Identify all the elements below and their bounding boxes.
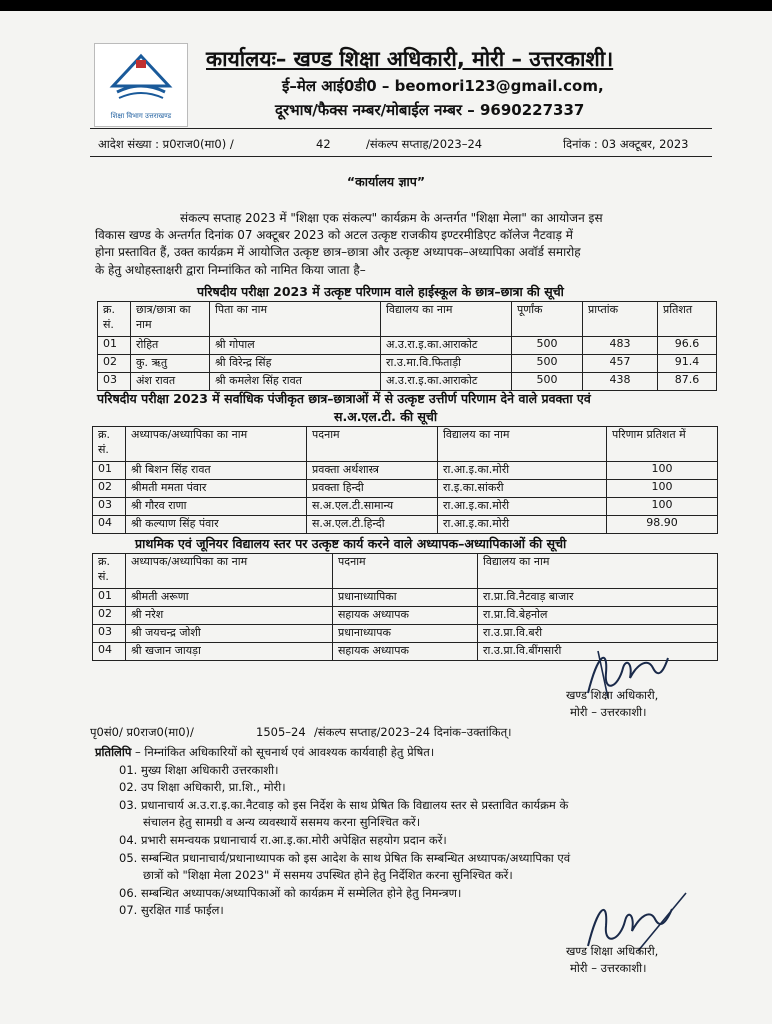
cell: 500 xyxy=(512,337,583,355)
cell: अ.उ.रा.इ.का.आराकोट xyxy=(381,373,512,391)
table-row xyxy=(98,337,717,355)
header-divider xyxy=(90,128,712,129)
signature2-line1: खण्ड शिक्षा अधिकारी, xyxy=(566,944,659,958)
cell: श्रीमती ममता पंवार xyxy=(126,480,307,498)
cell: अ.उ.रा.इ.का.आराकोट xyxy=(381,337,512,355)
table1-heading: परिषदीय परीक्षा 2023 में उत्कृष्ट परिणाम वाले हाईस्कूल के छात्र–छात्रा की सूची xyxy=(197,284,564,299)
cell: रा.प्रा.वि.नैटवाड़ बाजार xyxy=(478,589,718,607)
copy-ref-number: 1505–24 xyxy=(256,725,306,739)
copy-intro: – निम्नांकित अधिकारियों को सूचनार्थ एवं आवश्यक कार्यवाही हेतु प्रेषित। xyxy=(135,745,435,759)
cell: श्री गौरव राणा xyxy=(126,498,307,516)
col-header: अध्यापक/अध्यापिका का नाम xyxy=(126,554,333,589)
cell: 500 xyxy=(512,373,583,391)
logo-caption: शिक्षा विभाग उत्तराखण्ड xyxy=(110,112,172,120)
table3-heading: प्राथमिक एवं जूनियर विद्यालय स्तर पर उत्कृष्ट कार्य करने वाले अध्यापक–अध्यापिकाओं की सूची xyxy=(135,536,567,551)
cell: 01 xyxy=(93,462,126,480)
cell: 01 xyxy=(93,589,126,607)
memo-body xyxy=(95,210,713,279)
col-header: प्राप्तांक xyxy=(583,302,658,337)
cell: श्री जयचन्द्र जोशी xyxy=(126,625,333,643)
list-item: छात्रों को "शिक्षा मेला 2023" में ससमय उपस्थित होने हेतु निर्देशित करना सुनिश्चित करें। xyxy=(143,868,513,883)
cell: 457 xyxy=(583,355,658,373)
cell: प्रवक्ता हिन्दी xyxy=(307,480,438,498)
cell: रा.इ.का.सांकरी xyxy=(438,480,607,498)
cell: श्री गोपाल xyxy=(210,337,381,355)
signature2-line2: मोरी – उत्तरकाशी। xyxy=(570,961,647,975)
col-header: विद्यालय का नाम xyxy=(478,554,718,589)
cell: 03 xyxy=(93,498,126,516)
signature1-title xyxy=(566,687,658,721)
list-item: 05. सम्बन्धित प्रधानाचार्य/प्रधानाध्यापक को इस आदेश के साथ प्रेषित कि सम्बन्धित अध्यापक/अध्यापिका एवं xyxy=(119,850,571,865)
table-row xyxy=(98,373,717,391)
col-header: क्र. सं. xyxy=(93,427,126,462)
cell: 04 xyxy=(93,643,126,661)
cell: रा.प्रा.वि.बेहनोल xyxy=(478,607,718,625)
cell: 98.90 xyxy=(607,516,718,534)
cell: प्रवक्ता अर्थशास्त्र xyxy=(307,462,438,480)
col-header: पदनाम xyxy=(307,427,438,462)
list-item: संचालन हेतु सामग्री व अन्य व्यवस्थायें ससमय करना सुनिश्चित करें। xyxy=(143,815,421,830)
cell: 438 xyxy=(583,373,658,391)
cell: श्री नरेश xyxy=(126,607,333,625)
cell: सहायक अध्यापक xyxy=(333,643,478,661)
list-item: 07. सुरक्षित गार्ड फाईल। xyxy=(119,903,224,918)
office-phone: दूरभाष/फैक्स नम्बर/मोबाईल नम्बर – 9690227337 xyxy=(275,101,585,119)
document-page xyxy=(0,11,772,1024)
order-number-label: आदेश संख्या : प्र0राज0(मा0) / xyxy=(98,137,234,151)
cell: श्री बिशन सिंह रावत xyxy=(126,462,307,480)
signature2-title xyxy=(566,943,658,977)
cell: श्री खजान जायड़ा xyxy=(126,643,333,661)
table-header-row xyxy=(93,554,718,589)
table-header-row xyxy=(93,427,718,462)
cell: 100 xyxy=(607,462,718,480)
cell: श्रीमती अरूणा xyxy=(126,589,333,607)
cell: 02 xyxy=(98,355,131,373)
cell: सहायक अध्यापक xyxy=(333,607,478,625)
cell: 87.6 xyxy=(658,373,717,391)
cell: 01 xyxy=(98,337,131,355)
cell: स.अ.एल.टी.सामान्य xyxy=(307,498,438,516)
cell: 03 xyxy=(93,625,126,643)
table2-heading: परिषदीय परीक्षा 2023 में सर्वाधिक पंजीकृत छात्र–छात्राओं में से उत्कृष्ट उत्तीर्ण परिणाम देने वाले प्रवक्ता एवं xyxy=(97,391,591,406)
table-row xyxy=(93,625,718,643)
body-line: के हेतु अधोहस्ताक्षरी द्वारा निम्नांकित को नामित किया जाता है– xyxy=(95,262,366,277)
cell: 02 xyxy=(93,480,126,498)
list-item: 06. सम्बन्धित अध्यापक/अध्यापिकाओं को कार्यक्रम में सम्मेलित होने हेतु निमन्त्रण। xyxy=(119,885,462,900)
cell: अंश रावत xyxy=(131,373,210,391)
cell: रा.आ.इ.का.मोरी xyxy=(438,462,607,480)
table-header-row xyxy=(98,302,717,337)
signature1-line1: खण्ड शिक्षा अधिकारी, xyxy=(566,688,659,702)
cell: श्री कमलेश सिंह रावत xyxy=(210,373,381,391)
cell: 100 xyxy=(607,480,718,498)
col-header: पिता का नाम xyxy=(210,302,381,337)
list-item: 03. प्रधानाचार्य अ.उ.रा.इ.का.नैटवाड़ को इस निर्देश के साथ प्रेषित कि विद्यालय स्तर से प्रस्तावित कार्यक्रम के xyxy=(119,797,569,812)
col-header: छात्र/छात्रा का नाम xyxy=(131,302,210,337)
cell: 02 xyxy=(93,607,126,625)
cell: प्रधानाध्यापक xyxy=(333,625,478,643)
col-header: विद्यालय का नाम xyxy=(438,427,607,462)
table-row xyxy=(93,480,718,498)
cell: रा.उ.प्रा.वि.बींगसारी xyxy=(478,643,718,661)
cell: श्री विरेन्द्र सिंह xyxy=(210,355,381,373)
copy-ref-rest: /संकल्प सप्ताह/2023–24 दिनांक–उक्तांकित्। xyxy=(314,725,512,739)
table-row xyxy=(93,498,718,516)
col-header: विद्यालय का नाम xyxy=(381,302,512,337)
cell: 483 xyxy=(583,337,658,355)
table-row xyxy=(93,589,718,607)
cell: कु. ऋतु xyxy=(131,355,210,373)
table-row xyxy=(93,462,718,480)
department-logo xyxy=(94,43,188,127)
signature1-line2: मोरी – उत्तरकाशी। xyxy=(570,705,647,719)
memo-title: “कार्यालय ज्ञाप” xyxy=(346,174,426,189)
cell: 04 xyxy=(93,516,126,534)
cell: रा.उ.मा.वि.फिताड़ी xyxy=(381,355,512,373)
order-date: दिनांक : 03 अक्टूबर, 2023 xyxy=(563,137,689,151)
cell: 100 xyxy=(607,498,718,516)
body-line: विकास खण्ड के अन्तर्गत दिनांक 07 अक्टूबर 2023 को अटल उत्कृष्ट राजकीय इण्टरमीडिएट कॉलेज नैटवाड़ में xyxy=(95,228,573,243)
cell: प्रधानाध्यापिका xyxy=(333,589,478,607)
cell: रोहित xyxy=(131,337,210,355)
order-subject: /संकल्प सप्ताह/2023–24 xyxy=(366,137,483,151)
table-row xyxy=(98,355,717,373)
col-header: प्रतिशत xyxy=(658,302,717,337)
cell: श्री कल्याण सिंह पंवार xyxy=(126,516,307,534)
cell: रा.आ.इ.का.मोरी xyxy=(438,516,607,534)
ref-divider xyxy=(90,156,712,157)
list-item: 01. मुख्य शिक्षा अधिकारी उत्तरकाशी। xyxy=(119,762,279,777)
order-number-value: 42 xyxy=(316,137,331,151)
col-header: परिणाम प्रतिशत में xyxy=(607,427,718,462)
col-header: अध्यापक/अध्यापिका का नाम xyxy=(126,427,307,462)
table-row xyxy=(93,516,718,534)
cell: 03 xyxy=(98,373,131,391)
copy-label: प्रतिलिपि xyxy=(95,745,132,759)
body-line: होना प्रस्तावित हैं, उक्त कार्यक्रम में आयोजित उत्कृष्ट छात्र–छात्रा और उत्कृष्ट अध्यापक–अध्यापिका अवॉर्ड समारोह xyxy=(95,245,581,260)
list-item: 04. प्रभारी समन्वयक प्रधानाचार्य रा.आ.इ.का.मोरी अपेक्षित सहयोग प्रदान करें। xyxy=(119,832,447,847)
table-row xyxy=(93,607,718,625)
cell: रा.उ.प्रा.वि.बरी xyxy=(478,625,718,643)
cell: 500 xyxy=(512,355,583,373)
students-table xyxy=(97,301,717,391)
body-line: संकल्प सप्ताह 2023 में "शिक्षा एक संकल्प" कार्यक्रम के अन्तर्गत "शिक्षा मेला" का आयोजन इस xyxy=(180,211,603,225)
teachers-result-table xyxy=(92,426,718,534)
col-header: क्र. सं. xyxy=(98,302,131,337)
copy-ref: पृ0सं0/ प्र0राज0(मा0)/ xyxy=(90,725,194,739)
table2-heading-2: स.अ.एल.टी. की सूची xyxy=(334,409,438,424)
copy-intro-row xyxy=(95,744,713,762)
logo-emblem-icon xyxy=(109,52,173,106)
cell: स.अ.एल.टी.हिन्दी xyxy=(307,516,438,534)
cell: रा.आ.इ.का.मोरी xyxy=(438,498,607,516)
office-email: ई–मेल आई0डी0 – beomori123@gmail.com, xyxy=(282,77,604,95)
col-header: क्र. सं. xyxy=(93,554,126,589)
col-header: पूर्णांक xyxy=(512,302,583,337)
office-title: कार्यालयः– खण्ड शिक्षा अधिकारी, मोरी – उत्तरकाशी। xyxy=(206,47,614,71)
cell: 91.4 xyxy=(658,355,717,373)
list-item: 02. उप शिक्षा अधिकारी, प्रा.शि., मोरी। xyxy=(119,780,286,795)
cell: 96.6 xyxy=(658,337,717,355)
col-header: पदनाम xyxy=(333,554,478,589)
